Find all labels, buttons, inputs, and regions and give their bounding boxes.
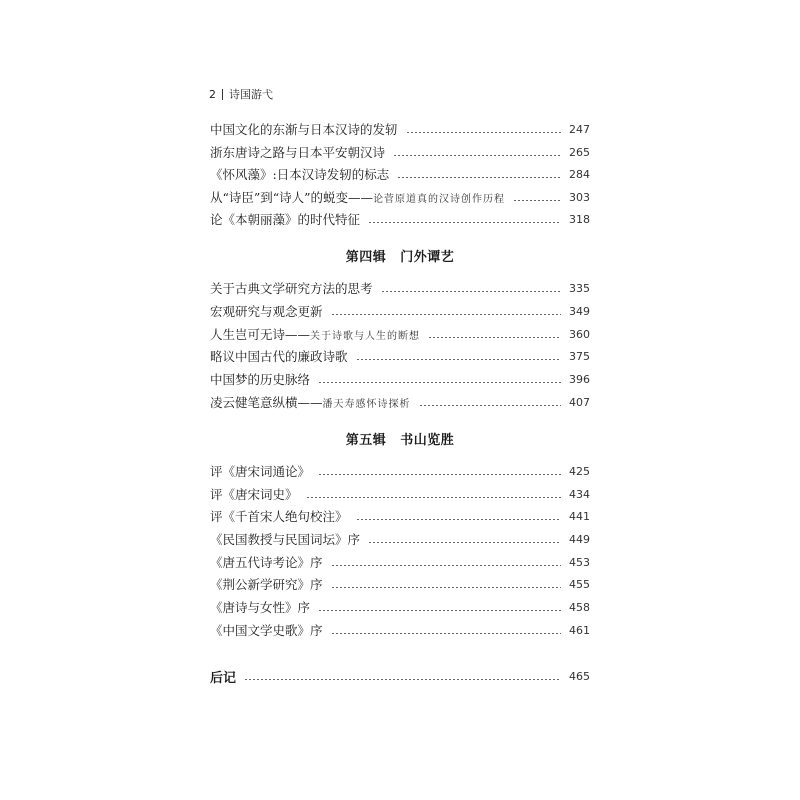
toc-entry-title: 中国梦的历史脉络	[210, 372, 311, 387]
toc-entry[interactable]	[210, 553, 590, 571]
dot-leader	[318, 474, 561, 475]
section-heading-5	[0, 429, 800, 448]
toc-entry[interactable]	[210, 302, 590, 320]
toc-entry-page: 396	[569, 372, 590, 386]
dot-leader	[368, 542, 561, 543]
dot-leader	[331, 587, 561, 588]
dot-leader	[513, 200, 561, 201]
toc-entry[interactable]	[210, 325, 590, 343]
toc-entry-title: 关于古典文学研究方法的思考	[210, 281, 373, 296]
toc-entry[interactable]	[210, 120, 590, 138]
toc-entry-title: 人生岂可无诗——	[210, 327, 311, 342]
toc-entry-title: 宏观研究与观念更新	[210, 304, 323, 319]
dot-leader	[244, 679, 561, 680]
toc-entry-title: 《民国教授与民国词坛》序	[210, 532, 361, 547]
section-name: 门外谭艺	[400, 250, 455, 265]
toc-entry-title: 中国文化的东渐与日本汉诗的发轫	[210, 122, 398, 137]
toc-entry-title: 浙东唐诗之路与日本平安朝汉诗	[210, 145, 386, 160]
toc-entry-title: 《唐诗与女性》序	[210, 600, 311, 615]
toc-entry[interactable]	[210, 210, 590, 228]
toc-entry-title: 《荆公新学研究》序	[210, 577, 323, 592]
toc-entry-page: 284	[569, 167, 590, 181]
toc-entry-title: 凌云健笔意纵横——	[210, 395, 323, 410]
toc-entry-page: 375	[569, 349, 590, 363]
dot-leader	[368, 222, 561, 223]
toc-entry-title: 论《本朝丽藻》的时代特征	[210, 212, 361, 227]
toc-entry[interactable]	[210, 279, 590, 297]
toc-entry-title: 《唐五代诗考论》序	[210, 555, 323, 570]
toc-entry-page: 407	[569, 395, 590, 409]
toc-entry-page: 265	[569, 145, 590, 159]
toc-entry-page: 458	[569, 600, 590, 614]
toc-entry-subtitle: 潘天寿感怀诗探析	[322, 398, 411, 410]
toc-entry-title: 评《千首宋人绝句校注》	[210, 509, 348, 524]
dot-leader	[393, 155, 561, 156]
toc-entry-page: 247	[569, 122, 590, 136]
dot-leader	[318, 610, 561, 611]
toc-entry-page: 465	[569, 669, 590, 683]
dot-leader	[419, 405, 561, 406]
toc-entry-page: 349	[569, 304, 590, 318]
toc-entry-page: 318	[569, 212, 590, 226]
toc-entry-page: 441	[569, 509, 590, 523]
toc-entry[interactable]	[210, 530, 590, 548]
dot-leader	[397, 177, 561, 178]
toc-entry[interactable]	[210, 347, 590, 365]
dot-leader	[428, 337, 561, 338]
toc-entry-page: 449	[569, 532, 590, 546]
running-head	[209, 86, 273, 102]
toc-entry-title: 评《唐宋词史》	[210, 487, 298, 502]
toc-entry-page: 434	[569, 487, 590, 501]
section-label: 第五辑	[345, 433, 387, 448]
toc-entry[interactable]	[210, 393, 590, 411]
section-heading-4	[0, 246, 800, 265]
running-head-divider	[222, 89, 223, 100]
toc-entry[interactable]	[210, 188, 590, 206]
page-number: 2	[209, 87, 216, 101]
dot-leader	[318, 382, 561, 383]
dot-leader	[331, 633, 561, 634]
toc-entry[interactable]	[210, 143, 590, 161]
toc-entry-page: 453	[569, 555, 590, 569]
toc-entry-page: 335	[569, 281, 590, 295]
toc-entry-title: 略议中国古代的廉政诗歌	[210, 349, 348, 364]
toc-entry-title: 《怀风藻》:日本汉诗发轫的标志	[210, 167, 390, 182]
toc-entry[interactable]	[210, 462, 590, 480]
toc-entry[interactable]	[210, 598, 590, 616]
section-label: 第四辑	[345, 250, 387, 265]
toc-entry-page: 461	[569, 623, 590, 637]
section-name: 书山览胜	[400, 433, 455, 448]
toc-entry[interactable]	[210, 370, 590, 388]
toc-entry[interactable]	[210, 507, 590, 525]
toc-entry-title: 后记	[210, 670, 237, 686]
toc-entry-subtitle: 论菅原道真的汉诗创作历程	[373, 193, 506, 205]
toc-entry-title: 评《唐宋词通论》	[210, 464, 311, 479]
dot-leader	[356, 519, 561, 520]
toc-entry[interactable]	[210, 621, 590, 639]
dot-leader	[331, 565, 561, 566]
toc-entry[interactable]	[210, 575, 590, 593]
toc-entry-page: 425	[569, 464, 590, 478]
toc-entry-title: 《中国文学史歌》序	[210, 623, 323, 638]
toc-entry[interactable]	[210, 485, 590, 503]
toc-entry-afterword[interactable]	[210, 667, 590, 685]
dot-leader	[381, 291, 561, 292]
toc-entry-page: 303	[569, 190, 590, 204]
dot-leader	[406, 132, 561, 133]
toc-entry-title: 从“诗臣”到“诗人”的蜕变——	[210, 190, 374, 205]
toc-entry[interactable]	[210, 165, 590, 183]
toc-entry-subtitle: 关于诗歌与人生的断想	[310, 330, 421, 342]
dot-leader	[331, 314, 561, 315]
dot-leader	[306, 497, 561, 498]
toc-entry-page: 455	[569, 577, 590, 591]
book-title: 诗国游弋	[229, 88, 273, 101]
dot-leader	[356, 359, 561, 360]
toc-entry-page: 360	[569, 327, 590, 341]
